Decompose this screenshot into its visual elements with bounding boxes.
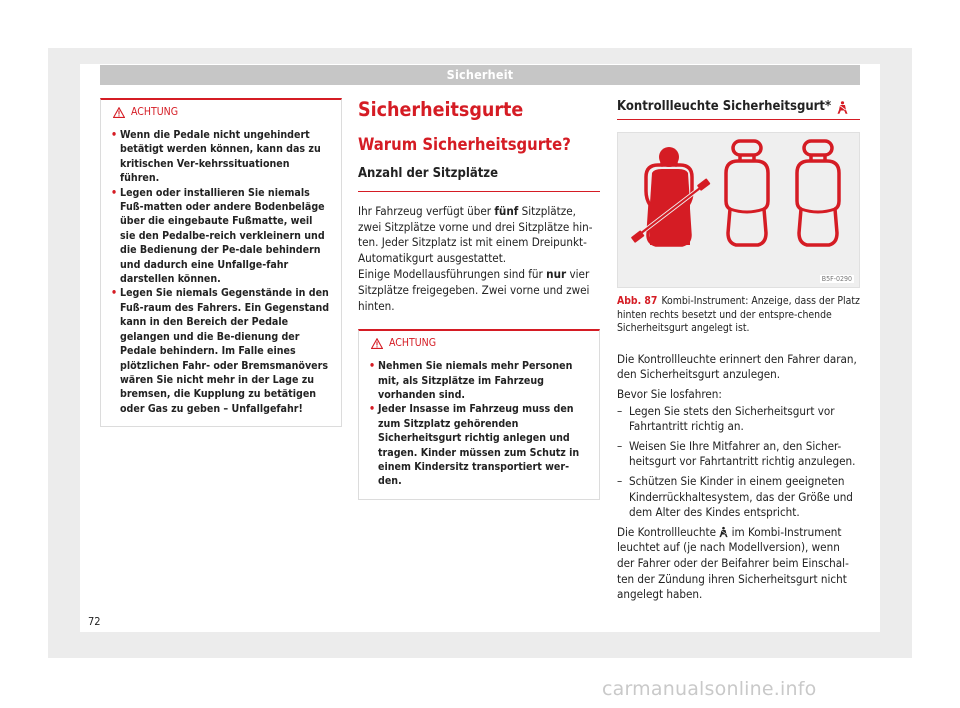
middle-column — [358, 98, 600, 500]
warning-item: • Legen Sie niemals Gegenstände in den Fuß-raum des Fahrers. Ein Gegenstand kann in den Bereich der Pedale gelangen und die Be-dienung der Pedale behindern. Im Falle eines plötzlichen Fahr- oder Bremsmanövers wären Sie nicht mehr in der Lage zu bremsen, die Kupplung zu betätigen oder Gas zu geben – Unfallgefahr! — [111, 286, 331, 416]
paragraph-indicator — [617, 525, 860, 603]
emphasis-only: nur — [546, 267, 567, 282]
empty-seat-icon — [726, 141, 768, 245]
instruction-list — [617, 404, 860, 521]
seat-occupancy-illustration — [618, 133, 859, 287]
text-span: Ihr Fahrzeug verfügt über — [358, 204, 495, 218]
caption-text: Kombi-Instrument: Anzeige, dass der Platz hinten rechts besetzt und der entspre-chende Sicherheitsgurt angelegt ist. — [617, 295, 860, 335]
paragraph-before-driving: Bevor Sie losfahren: — [617, 386, 722, 401]
section-header: Sicherheit — [100, 65, 860, 85]
warning-box-pedals — [100, 98, 342, 427]
text-span: Sitzplätze, zwei Sitzplätze vorne und drei Sitzplätze hin-ten. Jeder Sitzplatz ist mit einem Dreipunkt-Automatikgurt ausgestattet. — [358, 204, 593, 265]
warning-triangle-icon — [113, 107, 125, 118]
warning-title — [101, 100, 341, 122]
warning-list — [101, 122, 341, 426]
warning-list — [359, 353, 599, 499]
warning-triangle-icon — [371, 338, 383, 349]
seatbelt-warning-icon — [837, 101, 848, 114]
warning-item: • Jeder Insasse im Fahrzeug muss den zum Sitzplatz gehörenden Sicherheitsgurt richtig anlegen und tragen. Kinder müssen zum Schutz in einem Kindersitz transportiert wer-den. — [369, 402, 589, 488]
instrument-cluster-figure — [617, 132, 860, 288]
warning-item: • Wenn die Pedale nicht ungehindert betätigt werden können, kann das zu kritischen Ver-kehrssituationen führen. — [111, 128, 331, 186]
text-span: im Kombi-Instrument leuchtet auf (je nach Modellversion), wenn der Fahrer oder der Beifahrer beim Einschal-ten der Zündung ihren Sicherheitsgurt nicht angelegt haben. — [617, 524, 849, 602]
indicator-heading — [617, 98, 860, 120]
figure-caption — [617, 295, 860, 336]
emphasis-five: fünf — [494, 204, 519, 218]
paragraph-seats — [358, 204, 600, 266]
warning-item: • Nehmen Sie niemals mehr Personen mit, als Sitzplätze im Fahrzeug vorhanden sind. — [369, 359, 589, 402]
figure-code: B5F-0290 — [821, 275, 852, 283]
list-item: – Legen Sie stets den Sicherheitsgurt vor Fahrtantritt richtig an. — [617, 404, 860, 435]
warning-item: • Legen oder installieren Sie niemals Fuß-matten oder andere Bodenbeläge über die eingebaute Fußmatte, weil sie den Pedalbe-reich verkleinern und die Bedienung der Pe-dale behindern und dadurch eine Unfallge-fahr darstellen können. — [111, 186, 331, 287]
warning-title-text: ACHTUNG — [131, 106, 179, 118]
indicator-heading-text: Kontrollleuchte Sicherheitsgurt* — [617, 99, 832, 114]
left-column — [100, 98, 342, 427]
empty-seat-icon — [797, 141, 839, 245]
paragraph-reminder: Die Kontrollleuchte erinnert den Fahrer daran, den Sicherheitsgurt anzulegen. — [617, 351, 857, 382]
watermark[interactable]: carmanualsonline.info — [602, 678, 817, 700]
figure-label: Abb. 87 — [617, 295, 658, 307]
list-item: – Schützen Sie Kinder in einem geeigneten Kinderrückhaltesystem, das der Größe und dem Alter des Kindes entspricht. — [617, 474, 860, 521]
seatbelt-indicator-icon — [719, 526, 728, 538]
warning-title-text: ACHTUNG — [389, 337, 437, 350]
subsection-title: Anzahl der Sitzplätze — [358, 165, 600, 192]
right-column — [617, 98, 860, 603]
belted-occupant-icon — [631, 147, 711, 245]
warning-box-passengers — [358, 329, 600, 500]
paragraph-models — [358, 267, 600, 314]
text-span: Die Kontrollleuchte — [617, 524, 716, 539]
text-span: Einige Modellausführungen sind für — [358, 267, 547, 282]
section-title: Warum Sicherheitsgurte? — [358, 135, 571, 154]
chapter-title: Sicherheitsgurte — [358, 98, 524, 121]
list-item: – Weisen Sie Ihre Mitfahrer an, den Sicher-heitsgurt vor Fahrtantritt richtig anzulegen. — [617, 439, 860, 470]
page-number: 72 — [88, 615, 101, 628]
text-span: vier Sitzplätze freigegeben. Zwei vorne und zwei hinten. — [358, 267, 590, 313]
warning-title — [359, 331, 599, 353]
